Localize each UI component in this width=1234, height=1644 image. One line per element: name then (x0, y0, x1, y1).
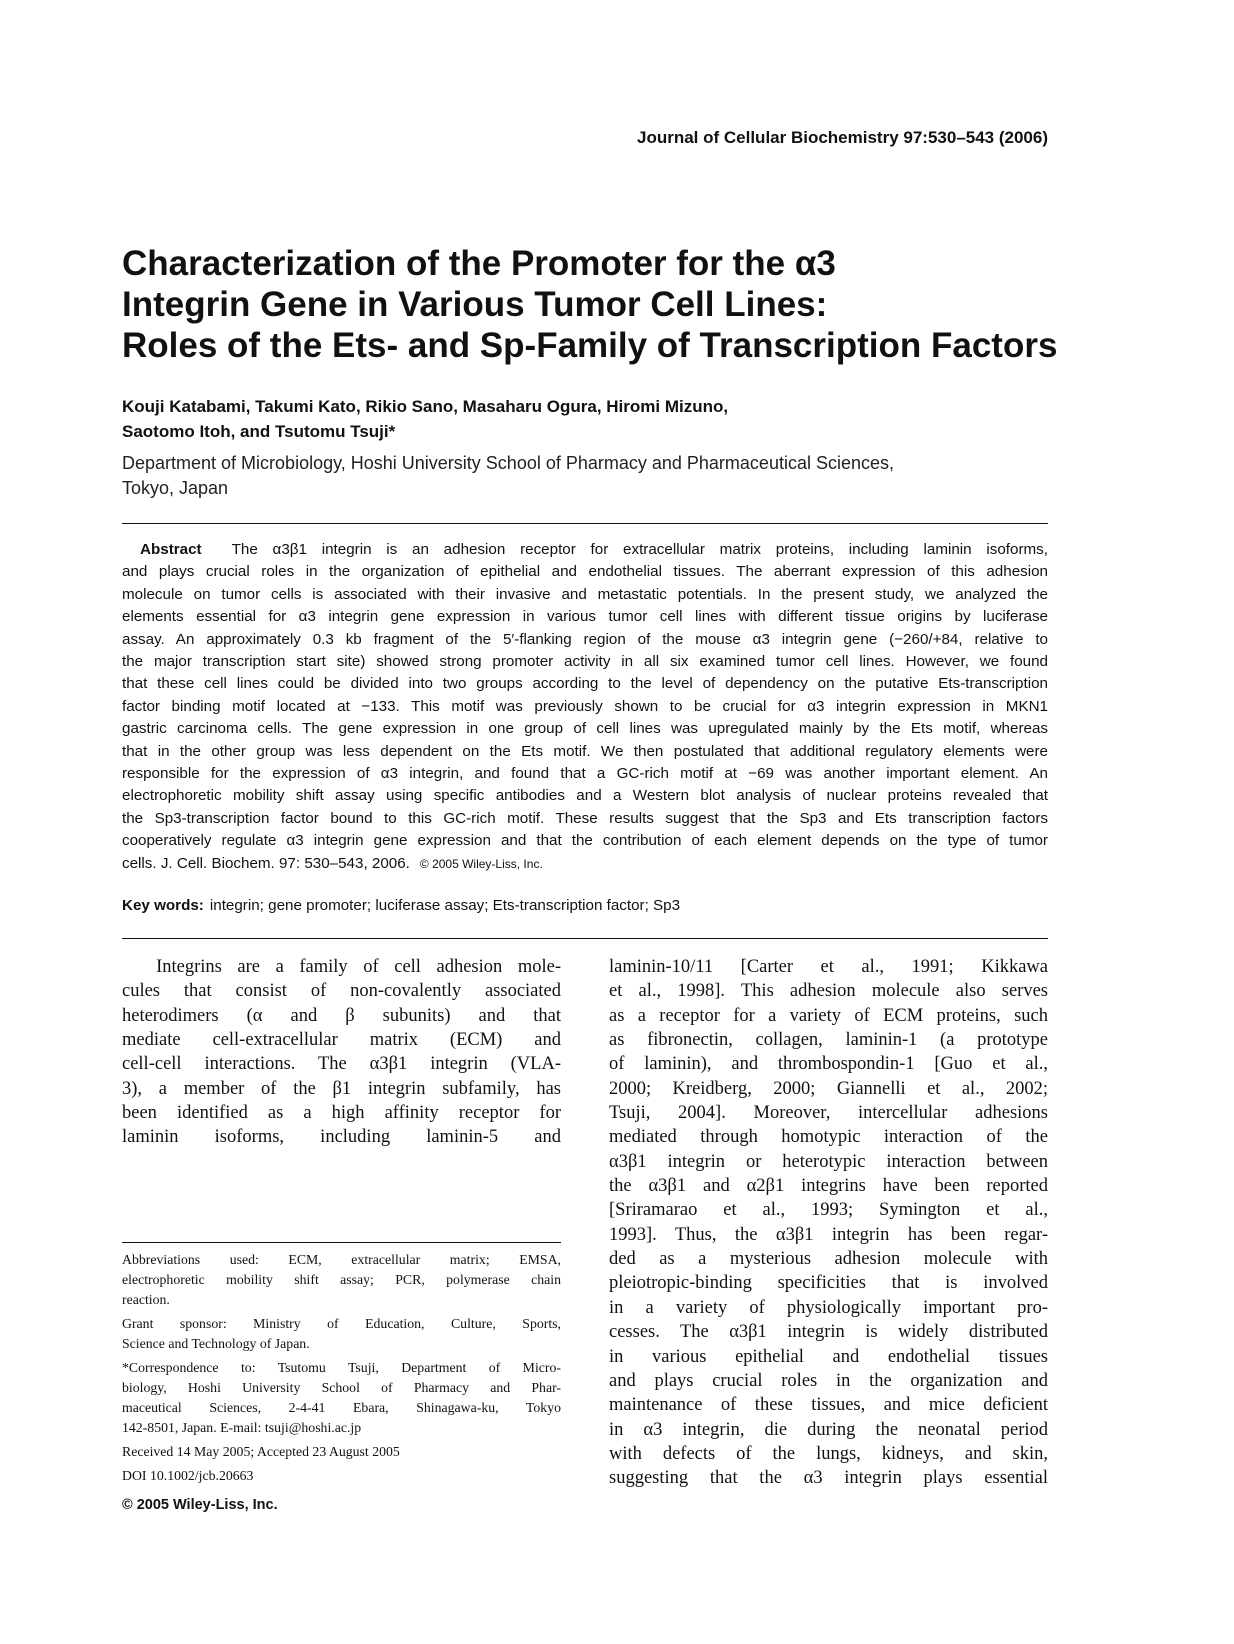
body-line: been identified as a high affinity receptor for (122, 1103, 561, 1124)
author-line: Kouji Katabami, Takumi Kato, Rikio Sano, Masaharu Ogura, Hiromi Mizuno, (122, 397, 729, 416)
footnote-divider (122, 1242, 561, 1243)
body-line: heterodimers (α and β subunits) and that (122, 1005, 561, 1026)
abstract-line: assay. An approximately 0.3 kb fragment of the 5′-flanking region of the mouse α3 integrin gene (−260/+84, relative to (122, 630, 1048, 648)
abstract-line (122, 539, 1048, 561)
body-line: laminin isoforms, including laminin-5 and (122, 1127, 561, 1148)
body-column-left (122, 955, 561, 1150)
body-line: Tsuji, 2004]. Moreover, intercellular adhesions (609, 1103, 1048, 1124)
body-line: laminin-10/11 [Carter et al., 1991; Kikkawa (609, 957, 1048, 977)
divider-body (122, 938, 1048, 939)
body-line: 3), a member of the β1 integrin subfamily, has (122, 1078, 561, 1099)
footnote-line: Abbreviations used: ECM, extracellular matrix; EMSA, (122, 1252, 561, 1267)
title-line: Integrin Gene in Various Tumor Cell Lines: (122, 285, 828, 324)
keywords-label: Key words: (122, 897, 204, 914)
body-line: with defects of the lungs, kidneys, and skin, (609, 1443, 1048, 1464)
abstract (122, 539, 1048, 875)
footnote-received (122, 1442, 561, 1462)
article-title (122, 243, 1082, 366)
abstract-line-text: The α3β1 integrin is an adhesion receptor for extracellular matrix proteins, including laminin isoforms, (231, 541, 1048, 558)
footnote-line: electrophoretic mobility shift assay; PCR, polymerase chain (122, 1272, 561, 1287)
footnote-correspondence (122, 1358, 561, 1438)
body-line: suggesting that the α3 integrin plays essential (609, 1468, 1048, 1489)
abstract-line: elements essential for α3 integrin gene expression in various tumor cell lines with different tissue origins by luciferase (122, 608, 1048, 626)
body-line: et al., 1998]. This adhesion molecule also serves (609, 981, 1048, 1002)
footnotes (122, 1250, 561, 1490)
body-line: in a variety of physiologically important pro- (609, 1297, 1048, 1318)
body-line: [Sriramarao et al., 1993; Symington et al., (609, 1200, 1048, 1221)
footnote-grant (122, 1314, 561, 1354)
author-list (122, 394, 1022, 444)
abstract-line (122, 853, 1048, 875)
body-line: and plays crucial roles in the organization and (609, 1370, 1048, 1391)
footnote-line: biology, Hoshi University School of Pharmacy and Phar- (122, 1380, 561, 1395)
body-line: α3β1 integrin or heterotypic interaction between (609, 1151, 1048, 1172)
title-line: Characterization of the Promoter for the α3 (122, 244, 836, 283)
body-line: maintenance of these tissues, and mice deficient (609, 1395, 1048, 1416)
title-line: Roles of the Ets- and Sp-Family of Transcription Factors (122, 326, 1058, 365)
keywords-text: integrin; gene promoter; luciferase assay; Ets-transcription factor; Sp3 (209, 897, 681, 914)
footnote-abbreviations (122, 1250, 561, 1310)
body-line: as fibronectin, collagen, laminin-1 (a prototype (609, 1030, 1048, 1051)
body-line: 1993]. Thus, the α3β1 integrin has been regar- (609, 1224, 1048, 1245)
abstract-line: electrophoretic mobility shift assay using specific antibodies and a Western blot analysis of nuclear proteins revealed that (122, 787, 1048, 805)
abstract-copyright: © 2005 Wiley-Liss, Inc. (419, 856, 543, 871)
footnote-line: maceutical Sciences, 2-4-41 Ebara, Shinagawa-ku, Tokyo (122, 1400, 561, 1415)
body-column-right (609, 955, 1048, 1491)
footnote-doi (122, 1466, 561, 1486)
footnote-line: Science and Technology of Japan. (122, 1336, 310, 1351)
abstract-label: Abstract (140, 541, 202, 558)
publisher-copyright: © 2005 Wiley-Liss, Inc. (122, 1497, 278, 1513)
abstract-line: responsible for the expression of α3 integrin, and found that a GC-rich motif at −69 was another important element. An (122, 765, 1048, 783)
abstract-citation: cells. J. Cell. Biochem. 97: 530–543, 2006. (122, 854, 410, 872)
body-line: cell-cell interactions. The α3β1 integrin (VLA- (122, 1054, 561, 1075)
body-line: pleiotropic-binding specificities that is involved (609, 1273, 1048, 1294)
body-line: the α3β1 and α2β1 integrins have been reported (609, 1176, 1048, 1197)
abstract-line: factor binding motif located at −133. This motif was previously shown to be crucial for α3 integrin expression in MKN1 (122, 697, 1048, 715)
footnote-line: reaction. (122, 1292, 170, 1307)
body-line: cules that consist of non-covalently associated (122, 981, 561, 1002)
body-line: in α3 integrin, die during the neonatal period (609, 1419, 1048, 1440)
abstract-line: and plays crucial roles in the organization of epithelial and endothelial tissues. The aberrant expression of this adhesion (122, 563, 1048, 581)
abstract-line: gastric carcinoma cells. The gene expression in one group of cell lines was upregulated mainly by the Ets motif, whereas (122, 720, 1048, 738)
body-line: as a receptor for a variety of ECM proteins, such (609, 1005, 1048, 1026)
affiliation (122, 451, 1022, 501)
abstract-line: molecule on tumor cells is associated with their invasive and metastatic potentials. In the present study, we analyzed the (122, 585, 1048, 603)
abstract-line: the Sp3-transcription factor bound to this GC-rich motif. These results suggest that the Sp3 and Ets transcription factors (122, 809, 1048, 827)
body-line: mediated through homotypic interaction of the (609, 1127, 1048, 1148)
doi: DOI 10.1002/jcb.20663 (122, 1468, 254, 1483)
keywords (122, 897, 1048, 914)
body-line: mediate cell-extracellular matrix (ECM) and (122, 1030, 561, 1051)
received-dates: Received 14 May 2005; Accepted 23 August 2005 (122, 1444, 400, 1459)
abstract-line: cooperatively regulate α3 integrin gene expression and that the contribution of each element depends on the type of tumor (122, 832, 1048, 850)
divider-top (122, 523, 1048, 524)
author-line: Saotomo Itoh, and Tsutomu Tsuji* (122, 422, 396, 441)
body-line: in various epithelial and endothelial tissues (609, 1346, 1048, 1367)
journal-citation-header: Journal of Cellular Biochemistry 97:530–543 (2006) (636, 128, 1048, 147)
affiliation-line: Department of Microbiology, Hoshi University School of Pharmacy and Pharmaceutical Sciences, (122, 453, 895, 473)
body-line: Integrins are a family of cell adhesion mole- (122, 957, 561, 977)
body-line: ded as a mysterious adhesion molecule with (609, 1249, 1048, 1270)
footnote-line: *Correspondence to: Tsutomu Tsuji, Department of Micro- (122, 1360, 561, 1375)
affiliation-line: Tokyo, Japan (122, 478, 229, 498)
abstract-line: that in the other group was less dependent on the Ets motif. We then postulated that additional regulatory elements were (122, 742, 1048, 760)
abstract-line: that these cell lines could be divided into two groups according to the level of dependency on the putative Ets-transcription (122, 675, 1048, 693)
body-line: of laminin), and thrombospondin-1 [Guo et al., (609, 1054, 1048, 1075)
abstract-line: the major transcription start site) showed strong promoter activity in all six examined tumor cell lines. However, we found (122, 653, 1048, 671)
footnote-line: Grant sponsor: Ministry of Education, Culture, Sports, (122, 1316, 561, 1331)
footnote-line: 142-8501, Japan. E-mail: tsuji@hoshi.ac.jp (122, 1420, 362, 1435)
body-line: 2000; Kreidberg, 2000; Giannelli et al., 2002; (609, 1078, 1048, 1099)
body-line: cesses. The α3β1 integrin is widely distributed (609, 1322, 1048, 1343)
